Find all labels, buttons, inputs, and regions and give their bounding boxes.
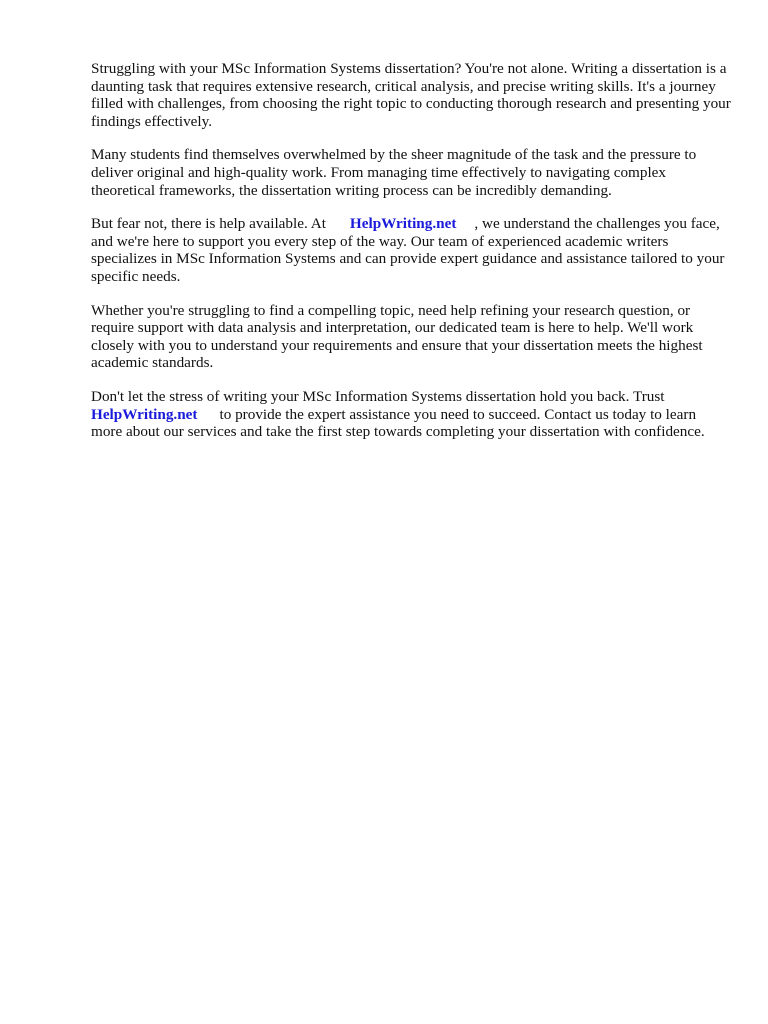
paragraph-call-to-action xyxy=(91,388,731,441)
document-page xyxy=(91,60,731,457)
paragraph-help-available-after: , we understand the challenges you face, and we're here to support you every step of the way. Our team of experienced academic writers specializes in MSc Information Systems and can provide expert guidance and assistance tailored to your specific needs. xyxy=(91,215,725,285)
paragraph-help-available-before: But fear not, there is help available. At xyxy=(91,215,326,233)
paragraph-challenges: Many students find themselves overwhelmed by the sheer magnitude of the task and the pressure to deliver original and high-quality work. From managing time effectively to navigating complex theoretical frameworks, the dissertation writing process can be incredibly demanding. xyxy=(91,146,697,199)
helpwriting-link-2[interactable]: HelpWriting.net xyxy=(91,405,198,423)
paragraph-support: Whether you're struggling to find a compelling topic, need help refining your research question, or require support with data analysis and interpretation, our dedicated team is here to help. We'll work closely with you to understand your requirements and ensure that your dissertation meets the highest academic standards. xyxy=(91,301,703,372)
paragraph-call-to-action-before: Don't let the stress of writing your MSc Information Systems dissertation hold you back. Trust xyxy=(91,387,665,405)
paragraph-help-available xyxy=(91,215,731,285)
paragraph-intro: Struggling with your MSc Information Systems dissertation? You're not alone. Writing a dissertation is a daunting task that requires extensive research, critical analysis, and precise writing skills. It's a journey filled with challenges, from choosing the right topic to conducting thorough research and presenting your findings effectively. xyxy=(91,60,731,130)
paragraph-call-to-action-after: to provide the expert assistance you need to succeed. Contact us today to learn more about our services and take the first step towards completing your dissertation with confidence. xyxy=(91,405,705,441)
helpwriting-link[interactable]: HelpWriting.net xyxy=(349,215,457,233)
